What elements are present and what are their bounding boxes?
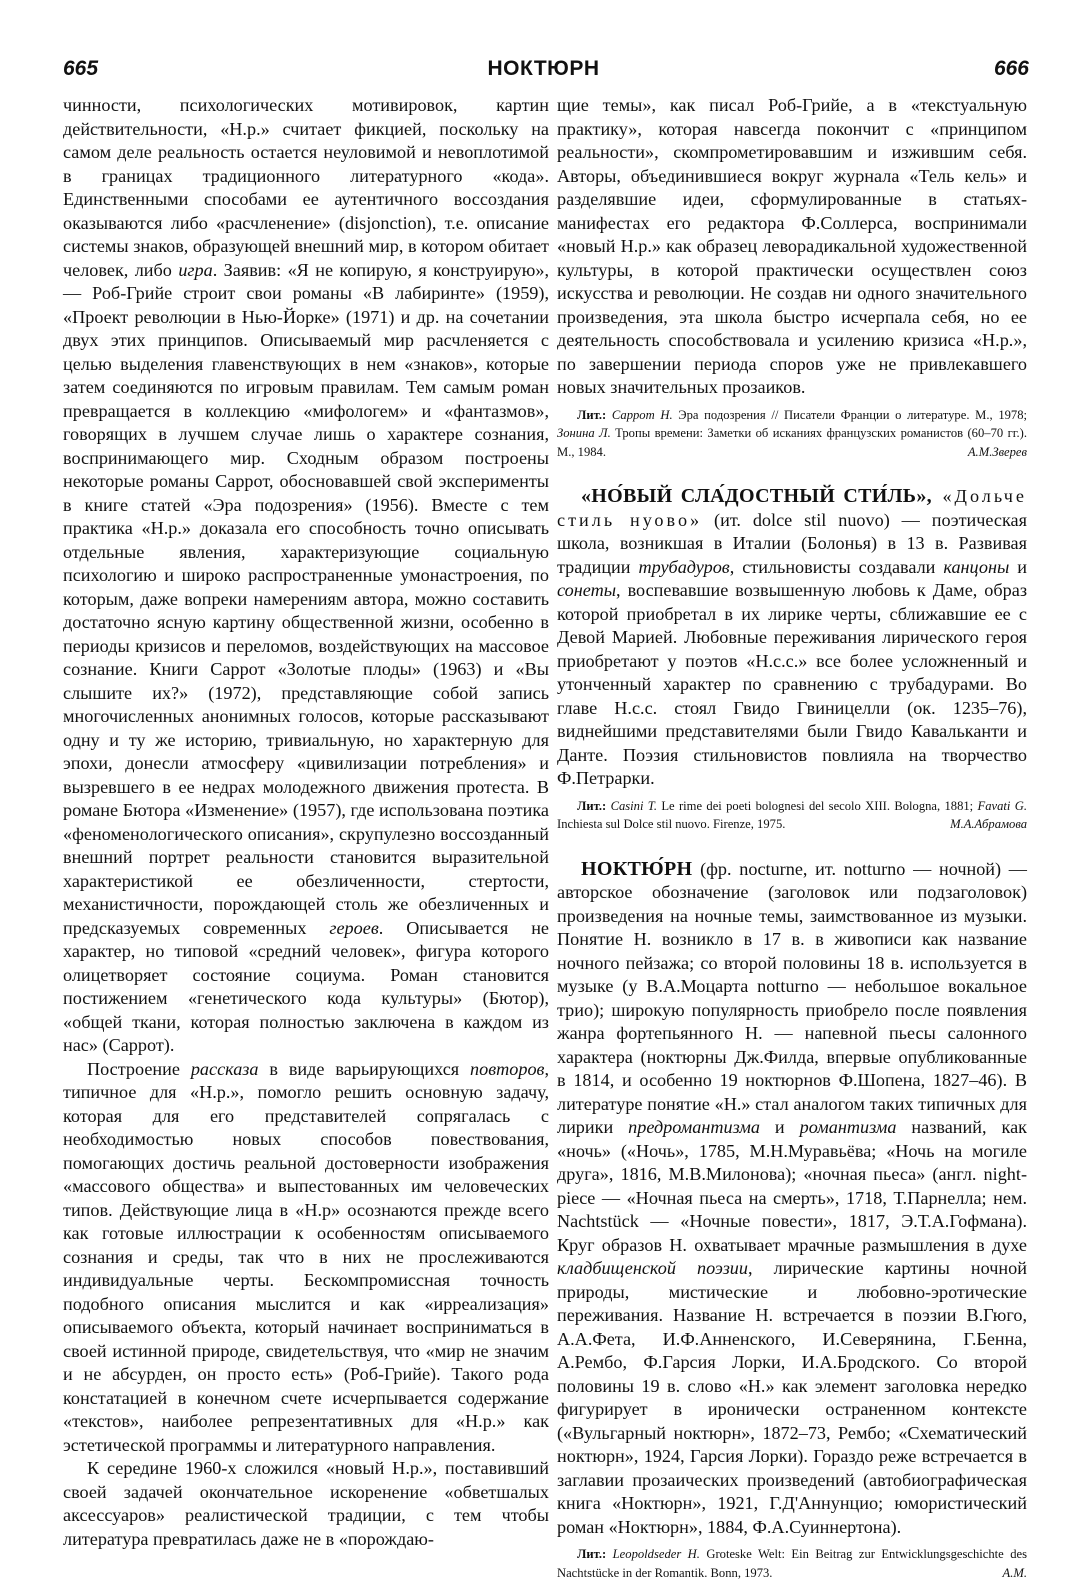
literature-label: Лит.: xyxy=(577,408,606,422)
literature-note-3 xyxy=(557,1545,1027,1582)
citation-author: Саррот Н. xyxy=(612,408,673,422)
citation-text: Тропы времени: Заметки об исканиях французских романистов (60–70 гг.). М., 1984. xyxy=(557,426,1027,459)
left-page-number: 665 xyxy=(63,56,98,82)
entry-separator xyxy=(557,461,1027,485)
entry-separator xyxy=(557,834,1027,858)
text-run: , стильновисты создавали xyxy=(730,557,944,577)
page-header xyxy=(0,0,1087,96)
text-run: , лирические картины ночной природы, мистические и любовно-эротические переживания. Название Н. встречается в поэзии В.Гюго, А.А.Фета, И.Ф.Анненского, И.Северянина, Г.Бенна, А.Рембо, Ф.Гарсия Лорки, И.А.Бродского. Со второй половины 19 в. слово «Н.» как элемент заголовка нередко фигурирует в иронически остраненном контексте («Вульгарный ноктюрн», 1872–73, Рембо; «Схематический ноктюрн», 1924, Гарсия Лорки). Гораздо реже встречается в заглавии прозаических произведений (автобиографическая книга «Ноктюрн», 1921, Г.Д'Аннунцио; юмористический роман «Ноктюрн», 1884, Ф.А.Суиннертона). xyxy=(557,1258,1027,1537)
italic-term: игра xyxy=(178,260,212,280)
left-column xyxy=(63,94,549,1554)
text-run: Построение xyxy=(87,1059,191,1079)
entry-nocturne xyxy=(557,858,1027,1540)
citation-author: Favati G. xyxy=(978,799,1027,813)
author-signature: М.А.Абрамова xyxy=(930,815,1027,834)
text-run: (ит. dolce stil nuovo) — поэтическая школа, возникшая в Италии (Болонья) в 13 в. Развивая традиции xyxy=(557,510,1027,577)
citation-author: Leopoldseder H. xyxy=(613,1547,700,1561)
text-run: названий, как «ночь» («Ночь», 1785, М.Н.Муравьёва; «Ночь на могиле друга», 1816, М.В.Милонова); «ночная пьеса» (англ. night-piece — «Ночная пьеса на смерть», 1718, Т.Парнелла; нем. Nachtstück — «Ночные повести», 1817, Э.Т.А.Гофмана). Круг образов Н. охватывает мрачные размышления в духе xyxy=(557,1117,1027,1255)
entry-spaced-term: «Дольче стиль нуово» xyxy=(557,486,1027,530)
italic-term: повторов xyxy=(470,1059,544,1079)
text-run: , воспевавшие возвышенную любовь к Даме, образ которой приобретал в их лирике черты, сближавшие ее с Девой Марией. Любовные переживания лирического героя приобретают у поэтов «Н.с.с.» все более усложненный и утонченный характер по сравнению с трубадурами. Во главе Н.с.с. стоял Гвидо Гвиницелли (ок. 1235–76), виднейшими представителями были Гвидо Кавальканти и Данте. Поэзия стильновистов повлияла на творчество Ф.Петрарки. xyxy=(557,580,1027,788)
right-column xyxy=(557,94,1027,1554)
italic-term: кладбищенской поэзии xyxy=(557,1258,748,1278)
text-run: и xyxy=(760,1117,800,1137)
left-paragraph-2 xyxy=(63,1058,549,1458)
italic-term: героев xyxy=(329,918,378,938)
italic-term: рассказа xyxy=(191,1059,259,1079)
text-run: . Описывается не характер, но типовой «средний человек», фигура которого олицетворяет состояние социума. Роман становится постижением «генетического кода культуры» (Бютор), «общей ткани, которая полностью заключена в каждом из нас» (Саррот). xyxy=(63,918,549,1056)
text-run: и xyxy=(1009,557,1027,577)
right-page-number: 666 xyxy=(994,56,1029,82)
italic-term: трубадуров xyxy=(639,557,730,577)
literature-label: Лит.: xyxy=(577,1547,606,1561)
entry-headword: «НО́ВЫЙ СЛА́ДОСТНЫЙ СТИ́ЛЬ», xyxy=(581,485,932,507)
running-title: НОКТЮРН xyxy=(0,56,1087,82)
citation-text: Le rime dei poeti bolognesi del secolo XIII. Bologna, 1881; xyxy=(657,799,978,813)
left-paragraph-1 xyxy=(63,94,549,1058)
text-run: (фр. nocturne, ит. notturno — ночной) — авторское обозначение (заголовок или подзаголовок) произведения на ночные темы, заимствованное из музыки. Понятие Н. возникло в 17 в. в живописи как название ночного пейзажа; со второй половины 18 в. используется в музыке (у В.А.Моцарта notturno — небольшое вокальное трио); широкую популярность приобрело после появления жанра фортепьянного Н. — напевной пьесы салонного характера (ноктюрны Дж.Филда, впервые опубликованные в 1814, и особенно 19 ноктюрнов Ф.Шопена, 1827–46). В литературе понятие «Н.» стал аналогом таких типичных для лирики xyxy=(557,859,1027,1138)
citation-author: Casini T. xyxy=(611,799,657,813)
literature-note-2 xyxy=(557,797,1027,834)
text-run: , типичное для «Н.р.», помогло решить основную задачу, которая для его представителей сопрягалась с необходимостью новых способов повествования, помогающих достичь реальной достоверности изображения «массового общества» и выпестованных им человеческих типов. Действующие лица в «Н.р» осознаются прежде всего как готовые иллюстрации к особенностям описываемого сознания и среды, так что в них не прослеживаются индивидуальные черты. Бескомпромиссная точность подобного описания мыслится и как «ирреализация» описываемого объекта, который начинает восприниматься в своей истинной природе, свидетельствуя, что «мир не значим и не абсурден, он просто есть» (Роб-Грийе). Такого рода констатацией в конечном счете исчерпывается содержание «текстов», наиболее репрезентативных для «Н.р.» как эстетической программы и литературного направления. xyxy=(63,1059,549,1455)
right-paragraph-1: щие темы», как писал Роб-Грийе, а в «текстуальную практику», которая навсегда покончит с «принципом реальности», скомпрометировавшим и изжившим себя. Авторы, объединившиеся вокруг журнала «Тель кель» и разделявшие идеи, сформулированные в статьях-манифестах его редактора Ф.Соллерса, воспринимали «новый Н.р.» как образец леворадикальной художественной культуры, в которой практически осуществлен союз искусства и революции. Не создав ни одного значительного произведения, эта школа быстро исчерпала себя, но ее деятельность способствовала и усилению кризиса «Н.р.», по завершении периода споров уже не привлекавшего новых значительных прозаиков. xyxy=(557,94,1027,400)
citation-author: Зонина Л. xyxy=(557,426,611,440)
entry-dolce-stil-nuovo xyxy=(557,485,1027,791)
italic-term: предромантизма xyxy=(628,1117,760,1137)
italic-term: романтизма xyxy=(800,1117,897,1137)
entry-headword: НОКТЮ́РН xyxy=(581,858,692,880)
text-run: в виде варьирующихся xyxy=(259,1059,471,1079)
italic-term: канцоны xyxy=(943,557,1009,577)
citation-text: Inchiesta sul Dolce stil nuovo. Firenze, 1975. xyxy=(557,817,785,831)
text-run: . Заявив: «Я не копирую, я конструирую», — Роб-Грийе строит свои романы «В лабиринте» (1959), «Проект революции в Нью-Йорке» (1971) и др. на сочетании двух этих принципов. Описываемый мир расчленяется с целью выделения главенствующих в нем «знаков», которые затем соединяются по игровым правилам. Тем самым роман превращается в коллекцию «мифологем» и «фантазмов», говорящих в лучшем случае лишь о характере сознания, воспринимающего мир. Сходным образом построены некоторые романы Саррот, обосновавшей свой эксперименты в книге статей «Эра подозрения» (1956). Вместе с тем практика «Н.р.» доказала его способность точно описывать отдельные явления, характеризующие социальную психологию и широко распространенные умонастроения, по которым, даже вопреки намерениям автора, можно составить достаточно ясную картину общественной жизни, особенно в периоды кризисов и переломов, воздействующих на массовое сознание. Книги Саррот «Золотые плоды» (1963) и «Вы слышите их?» (1972), представляющие собой запись многочисленных анонимных голосов, которые рассказывают одну и ту же историю, тривиальную, но характерную для эпохи, донесли атмосферу «цивилизации потребления» и вызревшего в ее недрах молодежного движения протеста. В романе Бютора «Изменение» (1957), где использована поэтика «феноменологического описания», скрупулезно воссозданный внешний портрет реальности становится выразительной характеристикой ее обезличенности, стертости, механистичности, порождающей столь же обезличенных и предсказуемых современных xyxy=(63,260,549,938)
author-signature: А.М.Зверев xyxy=(948,443,1027,462)
italic-term: сонеты xyxy=(557,580,616,600)
text-run: чинности, психологических мотивировок, картин действительности, «Н.р.» считает фикцией, поскольку на самом деле реальность остается неуловимой и невоплотимой в границах традиционного литературного «кода». Единственными способами ее аутентичного воссоздания оказываются либо «расчленение» (disjonction), т.е. описание системы знаков, образующей внешний мир, в котором обитает человек, либо xyxy=(63,95,549,280)
literature-note-1 xyxy=(557,406,1027,462)
citation-text: Groteske Welt: Ein Beitrag zur Entwicklungsgeschichte des Nachtstücke in der Romantik. Bonn, 1973. xyxy=(557,1547,1027,1580)
citation-text: Эра подозрения // Писатели Франции о литературе. М., 1978; xyxy=(673,408,1027,422)
left-paragraph-3: К середине 1960-х сложился «новый Н.р.», поставивший своей задачей окончательное искоренение «обветшалых аксессуаров» реалистической традиции, с тем чтобы литература превратилась даже не в «порождаю- xyxy=(63,1457,549,1551)
literature-label: Лит.: xyxy=(577,799,606,813)
author-signature: А.М. xyxy=(983,1564,1027,1582)
